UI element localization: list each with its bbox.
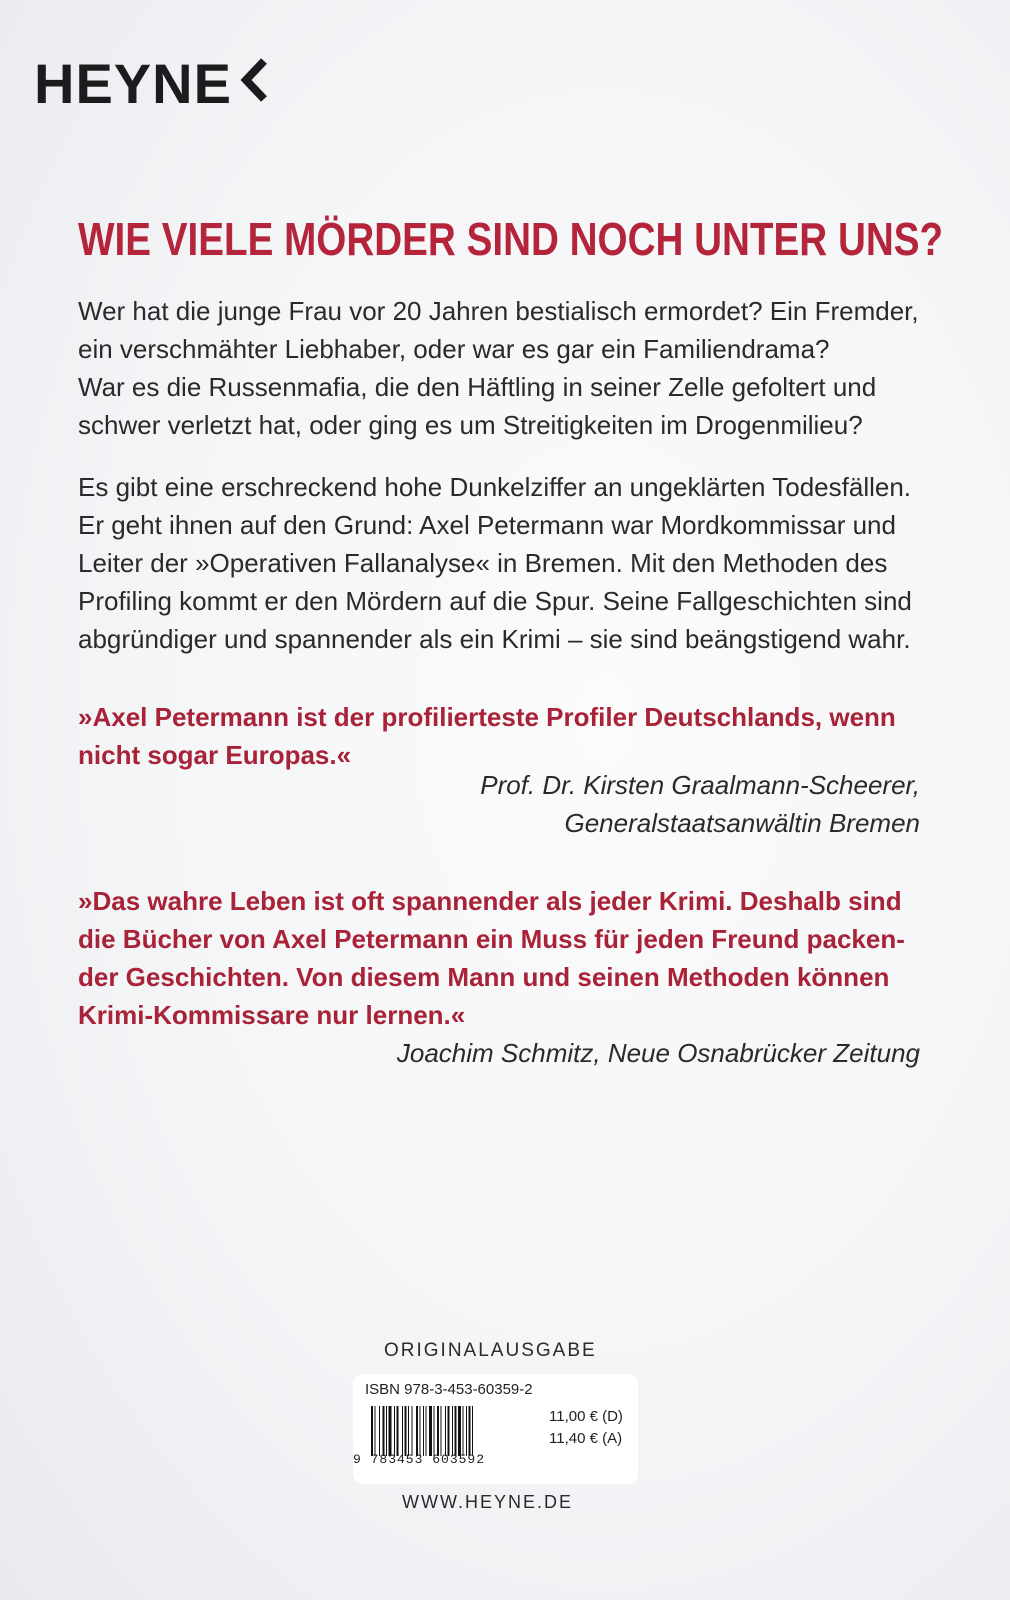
attribution-line: Generalstaatsanwältin Bremen: [564, 808, 920, 838]
logo-text: HEYNE: [34, 52, 232, 115]
attribution-line: Prof. Dr. Kirsten Graalmann-Scheerer,: [480, 770, 920, 800]
price-austria: 11,40 € (A): [549, 1430, 623, 1447]
isbn-text: ISBN 978-3-453-60359-2: [365, 1381, 533, 1398]
price-block: [549, 1406, 623, 1450]
text-line: Wer hat die junge Frau vor 20 Jahren bestialisch ermordet? Ein Fremder,: [78, 296, 919, 326]
text-line: Leiter der »Operativen Fallanalyse« in Bremen. Mit den Methoden des: [78, 548, 888, 578]
quote-line: Krimi-Kommissare nur lernen.«: [78, 1000, 466, 1030]
quote-1-attribution: [480, 766, 920, 842]
text-line: Profiling kommt er den Mördern auf die Spur. Seine Fallgeschichten sind: [78, 586, 912, 616]
website-url: WWW.HEYNE.DE: [402, 1492, 573, 1512]
price-germany: 11,00 € (D): [549, 1408, 623, 1425]
edition-label: ORIGINALAUSGABE: [384, 1340, 597, 1361]
quote-line: die Bücher von Axel Petermann ein Muss für jeden Freund packen-: [78, 924, 905, 954]
quote-line: »Axel Petermann ist der profilierteste Profiler Deutschlands, wenn: [78, 702, 896, 732]
blurb-paragraph-2: [78, 468, 928, 658]
text-line: ein verschmähter Liebhaber, oder war es gar ein Familiendrama?: [78, 334, 830, 364]
barcode-icon: [371, 1406, 543, 1456]
quote-line: der Geschichten. Von diesem Mann und seinen Methoden können: [78, 962, 890, 992]
quote-line: »Das wahre Leben ist oft spannender als jeder Krimi. Deshalb sind: [78, 886, 902, 916]
text-line: schwer verletzt hat, oder ging es um Streitigkeiten im Drogenmilieu?: [78, 410, 863, 440]
headline: WIE VIELE MÖRDER SIND NOCH UNTER UNS?: [78, 213, 944, 265]
text-line: Es gibt eine erschreckend hohe Dunkelziffer an ungeklärten Todesfällen.: [78, 472, 912, 502]
quote-line: nicht sogar Europas.«: [78, 740, 352, 770]
review-quote-1: [78, 698, 938, 774]
barcode-panel: [353, 1374, 638, 1484]
review-quote-2: [78, 882, 938, 1034]
text-line: abgründiger und spannender als ein Krimi – sie sind beängstigend wahr.: [78, 624, 911, 654]
text-line: Er geht ihnen auf den Grund: Axel Petermann war Mordkommissar und: [78, 510, 896, 540]
text-line: War es die Russenmafia, die den Häftling in seiner Zelle gefoltert und: [78, 372, 877, 402]
attribution-line: Joachim Schmitz, Neue Osnabrücker Zeitung: [396, 1038, 920, 1068]
quote-2-attribution: [397, 1034, 920, 1072]
publisher-logo: [34, 52, 268, 115]
barcode-digits: 9 783453 603592: [353, 1452, 486, 1467]
blurb-paragraph-1: [78, 292, 928, 444]
chevron-left-icon: [238, 56, 268, 112]
